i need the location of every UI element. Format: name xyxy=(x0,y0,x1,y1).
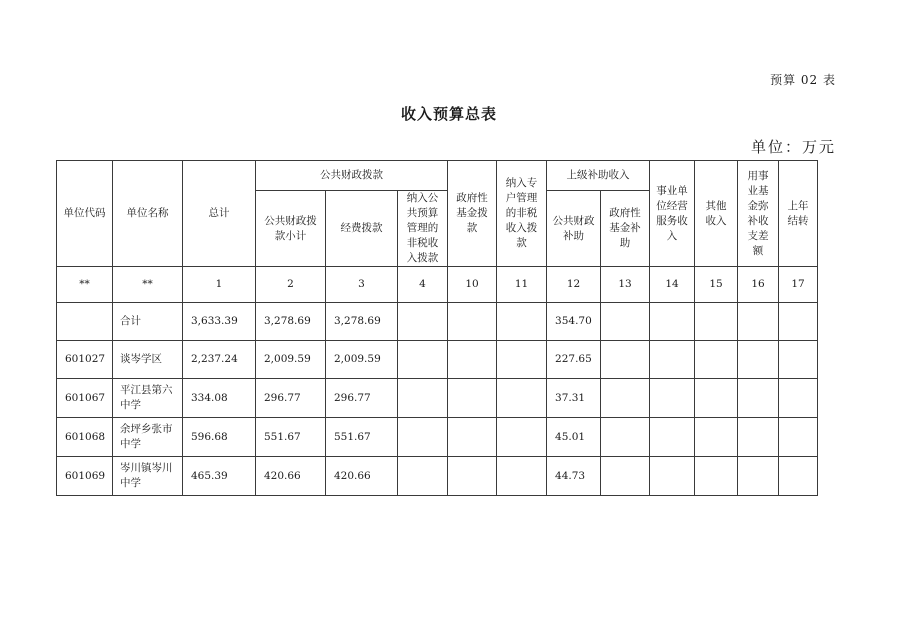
pf-subsidy-cell: 227.65 xyxy=(547,341,601,379)
table-row xyxy=(57,418,818,457)
pf-subsidy-cell: 44.73 xyxy=(547,457,601,496)
funding-cell: 2,009.59 xyxy=(326,341,398,379)
header-non-tax-special: 纳入专 户管理 的非税 收入拨 款 xyxy=(497,161,547,267)
index-cell: ** xyxy=(113,267,183,303)
index-cell: 2 xyxy=(256,267,326,303)
funding-cell: 551.67 xyxy=(326,418,398,457)
unit-code-cell xyxy=(57,303,113,341)
unit-name-cell: 岑川镇岑川中学 xyxy=(113,457,183,496)
page-title: 收入预算总表 xyxy=(400,105,497,123)
header-public-finance-group: 公共财政拨款 xyxy=(256,161,448,191)
funding-cell: 296.77 xyxy=(326,379,398,418)
pf-subtotal-cell: 3,278.69 xyxy=(256,303,326,341)
header-fund-balance-supplement: 用事 业基 金弥 补收 支差 额 xyxy=(738,161,779,267)
index-cell: 4 xyxy=(398,267,448,303)
table-row xyxy=(57,379,818,418)
header-gov-fund-allocation: 政府性 基金拨 款 xyxy=(448,161,497,267)
index-cell: 12 xyxy=(547,267,601,303)
header-prior-year-carryover: 上年 结转 xyxy=(779,161,818,267)
form-code: 预算 02 表 xyxy=(770,73,836,87)
unit-code-cell: 601068 xyxy=(57,418,113,457)
header-total: 总计 xyxy=(183,161,256,267)
index-cell: ** xyxy=(57,267,113,303)
unit-code-cell: 601067 xyxy=(57,379,113,418)
header-business-service-income: 事业单 位经营 服务收 入 xyxy=(650,161,695,267)
unit-name-cell: 合计 xyxy=(113,303,183,341)
index-cell: 3 xyxy=(326,267,398,303)
header-public-finance-subtotal: 公共财政拨 款小计 xyxy=(256,191,326,267)
index-cell: 16 xyxy=(738,267,779,303)
unit-name-cell: 谈岑学区 xyxy=(113,341,183,379)
pf-subtotal-cell: 2,009.59 xyxy=(256,341,326,379)
income-budget-table xyxy=(56,160,818,496)
pf-subtotal-cell: 551.67 xyxy=(256,418,326,457)
total-cell: 3,633.39 xyxy=(183,303,256,341)
table-row xyxy=(57,341,818,379)
unit-name-cell: 余坪乡张市中学 xyxy=(113,418,183,457)
header-funding-allocation: 经费拨款 xyxy=(326,191,398,267)
unit-code-cell: 601027 xyxy=(57,341,113,379)
header-non-tax-public-budget: 纳入公 共预算 管理的 非税收 入拨款 xyxy=(398,191,448,267)
header-superior-subsidy-group: 上级补助收入 xyxy=(547,161,650,191)
pf-subsidy-cell: 37.31 xyxy=(547,379,601,418)
funding-cell: 3,278.69 xyxy=(326,303,398,341)
header-gov-fund-subsidy: 政府性 基金补 助 xyxy=(601,191,650,267)
pf-subsidy-cell: 45.01 xyxy=(547,418,601,457)
pf-subtotal-cell: 296.77 xyxy=(256,379,326,418)
header-unit-code: 单位代码 xyxy=(57,161,113,267)
table-row xyxy=(57,457,818,496)
table-row xyxy=(57,303,818,341)
header-public-finance-subsidy: 公共财政 补助 xyxy=(547,191,601,267)
total-cell: 334.08 xyxy=(183,379,256,418)
unit-code-cell: 601069 xyxy=(57,457,113,496)
total-cell: 2,237.24 xyxy=(183,341,256,379)
funding-cell: 420.66 xyxy=(326,457,398,496)
index-row xyxy=(57,267,818,303)
index-cell: 17 xyxy=(779,267,818,303)
index-cell: 15 xyxy=(695,267,738,303)
unit-label: 单位：万元 xyxy=(750,138,836,156)
index-cell: 10 xyxy=(448,267,497,303)
header-unit-name: 单位名称 xyxy=(113,161,183,267)
unit-name-cell: 平江县第六中学 xyxy=(113,379,183,418)
total-cell: 465.39 xyxy=(183,457,256,496)
index-cell: 11 xyxy=(497,267,547,303)
index-cell: 14 xyxy=(650,267,695,303)
header-other-income: 其他 收入 xyxy=(695,161,738,267)
total-cell: 596.68 xyxy=(183,418,256,457)
index-cell: 13 xyxy=(601,267,650,303)
index-cell: 1 xyxy=(183,267,256,303)
pf-subtotal-cell: 420.66 xyxy=(256,457,326,496)
pf-subsidy-cell: 354.70 xyxy=(547,303,601,341)
